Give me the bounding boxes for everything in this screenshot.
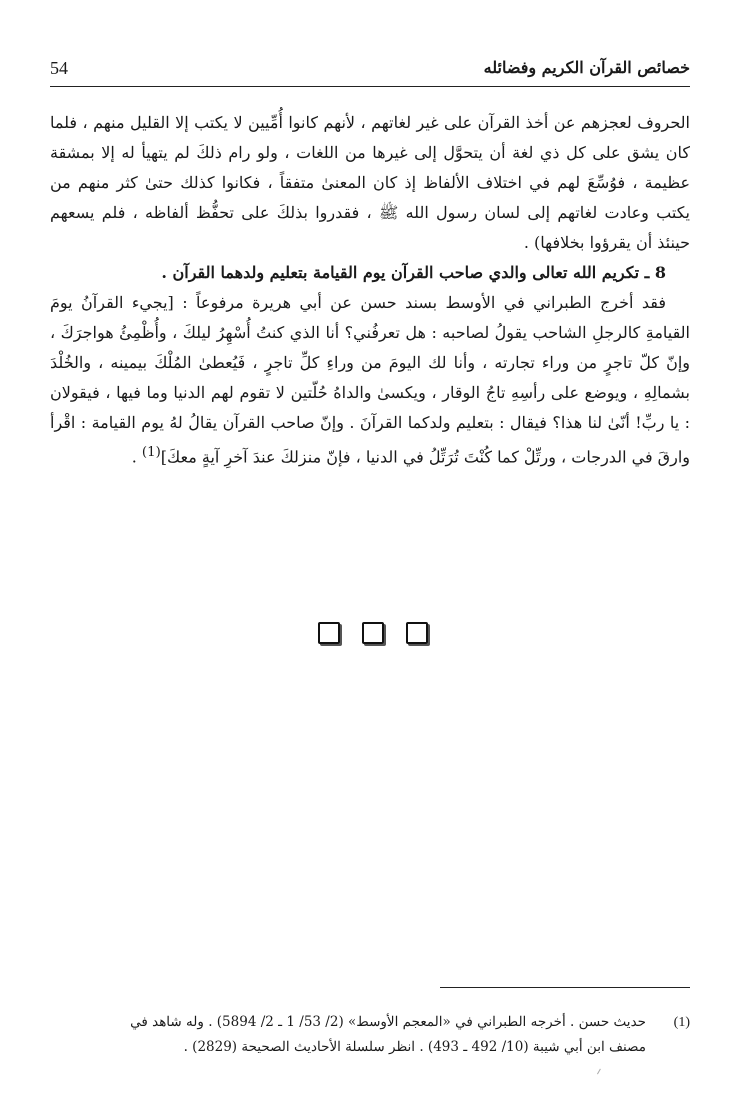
- footnote-line: مصنف ابن أبي شيبة (10/ 492 ـ 493) . انظر سلسلة الأحاديث الصحيحة (2829) .: [183, 1039, 646, 1055]
- section-separator-ornament: [318, 622, 428, 650]
- footnote-rule: [440, 987, 690, 988]
- hadith-paragraph: [50, 288, 690, 472]
- footnote-number: (1): [673, 1015, 690, 1030]
- main-text: [50, 108, 690, 472]
- stray-mark: [597, 1069, 606, 1078]
- footnote-text: [50, 1010, 646, 1060]
- hadith-text: فقد أخرج الطبراني في الأوسط بسند حسن عن أبي هريرة مرفوعاً : [يجيء القرآنُ يومَ القيامةِ كالرجلِ الشاحب يقولُ لصاحبه : هل تعرفُني؟ أنا الذي كنتُ أُسْهِرُ ليلكَ ، وأُظْمِئُ هواجرَكَ ، وإنّ كلّ تاجرٍ من وراء تجارته ، وأنا لك اليومَ من وراءِ كلِّ تاجرٍ ، فَيُعطىٰ المُلْكَ بيمينه ، والخُلْدَ بشمالِهِ ، ويوضع على رأسِهِ تاجُ الوقار ، ويكسىٰ والداهُ حُلّتين لا تقوم لهم الدنيا وما فيها ، فيقولان : يا ربِّ! أنّىٰ لنا هذا؟ فيقال : بتعليم ولدكما القرآنَ . وإنّ صاحب القرآن يقالُ لهُ يوم القيامة : اقْرأ وارقَ في الدرجات ، ورتِّلْ كما كُنْتَ تُرَتِّلُ في الدنيا ، فإنّ منزلكَ عندَ آخرِ آيةٍ معكَ]: [50, 293, 690, 467]
- page-header: [50, 58, 690, 86]
- footnote-reference: (1): [141, 445, 161, 460]
- running-title: خصائص القرآن الكريم وفضائله: [483, 58, 690, 77]
- square-ornament-icon: [362, 622, 384, 644]
- paragraph-end: .: [131, 447, 142, 467]
- square-ornament-icon: [318, 622, 340, 644]
- footnote: [50, 1010, 690, 1060]
- page-number: 54: [50, 58, 68, 78]
- paragraph-continued: الحروف لعجزهم عن أخذ القرآن على غير لغاتهم ، لأنهم كانوا أُمِّيين لا يكتب إلا القليل منهم ، فلما كان يشق على كل ذي لغة أن يتحوَّل إلى غيرها من اللغات ، ولو رام ذلكَ لم يتهيأ له إلا بمشقة عظيمة ، فوُسِّعَ لهم في اختلاف الألفاظ إذ كان المعنىٰ متفقاً ، فكانوا كذلك حتىٰ كثر منهم من يكتب وعادت لغاتهم إلى لسان رسول الله ﷺ ، فقدروا بذلكَ على تحفُّظ ألفاظه ، فلم يسعهم حينئذ أن يقرؤوا بخلافها) .: [50, 113, 691, 252]
- section-heading: 8 ـ تكريم الله تعالى والدي صاحب القرآن يوم القيامة بتعليم ولدهما القرآن .: [161, 263, 666, 282]
- header-rule: [50, 86, 690, 87]
- square-ornament-icon: [406, 622, 428, 644]
- footnote-line: حديث حسن . أخرجه الطبراني في «المعجم الأوسط» (2/ 53/ 1 ـ 2/ 5894) . وله شاهد في: [130, 1014, 646, 1030]
